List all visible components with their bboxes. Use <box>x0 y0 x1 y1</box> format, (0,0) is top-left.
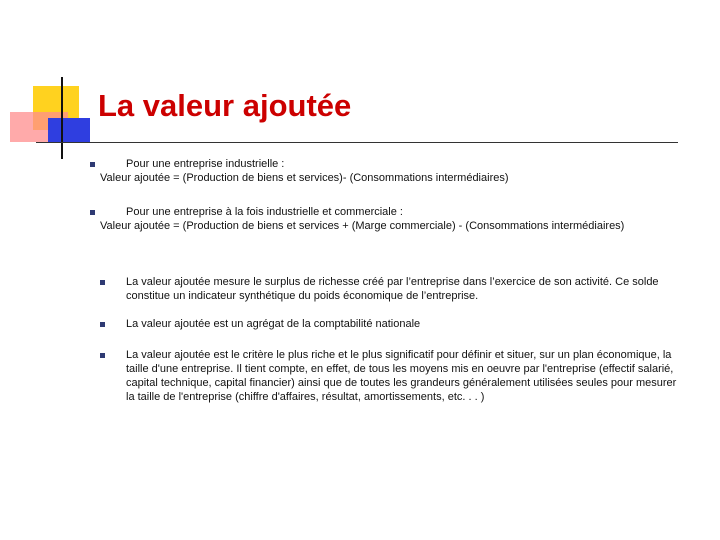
intro-formula: Valeur ajoutée = (Production de biens et services)- (Consommations intermédiaires) <box>100 172 509 184</box>
intro-subtitle <box>100 157 690 171</box>
bullet-text: La valeur ajoutée est un agrégat de la comptabilité nationale <box>126 318 421 330</box>
logo-vertical-line <box>61 77 63 159</box>
logo-blue-square <box>48 118 90 142</box>
bullet-item <box>100 348 678 404</box>
bullet-text: La valeur ajoutée mesure le surplus de richesse créé par l’entreprise dans l’exercice de son activité. Ce solde constitue un indicateur synthétique du poids économique de l’entreprise. <box>126 276 659 302</box>
bullet-item <box>100 317 678 331</box>
intro-subtitle-text: Pour une entreprise industrielle : <box>126 158 285 170</box>
slide-logo-decoration <box>0 0 100 170</box>
intro-subtitle <box>100 205 690 219</box>
intro-item-industrial <box>100 157 690 185</box>
bullet-text: La valeur ajoutée est le critère le plus riche et le plus significatif pour définir et situer, sur un plan économique, la taille d'une entreprise. Il tient compte, en effet, de tous les moyens mis en oeuvre par l'entreprise (effectif salarié, capital technique, capital financier) ainsi que de toutes les grandeurs généralement utilisées seules pour mesurer la taille de l'entreprise (chiffre d'affaires, résultat, amortissements, etc. . . ) <box>126 349 677 403</box>
intro-subtitle-text: Pour une entreprise à la fois industrielle et commerciale : <box>126 206 403 218</box>
title-underline <box>36 142 678 143</box>
bullet-icon <box>100 322 105 327</box>
intro-item-industrial-commercial <box>100 205 690 233</box>
slide-title: La valeur ajoutée <box>98 88 352 123</box>
bullet-icon <box>90 210 95 215</box>
bullet-icon <box>100 280 105 285</box>
bullet-icon <box>100 353 105 358</box>
bullet-item <box>100 275 678 303</box>
intro-formula: Valeur ajoutée = (Production de biens et services + (Marge commerciale) - (Consommations intermédiaires) <box>100 220 625 232</box>
bullet-icon <box>90 162 95 167</box>
